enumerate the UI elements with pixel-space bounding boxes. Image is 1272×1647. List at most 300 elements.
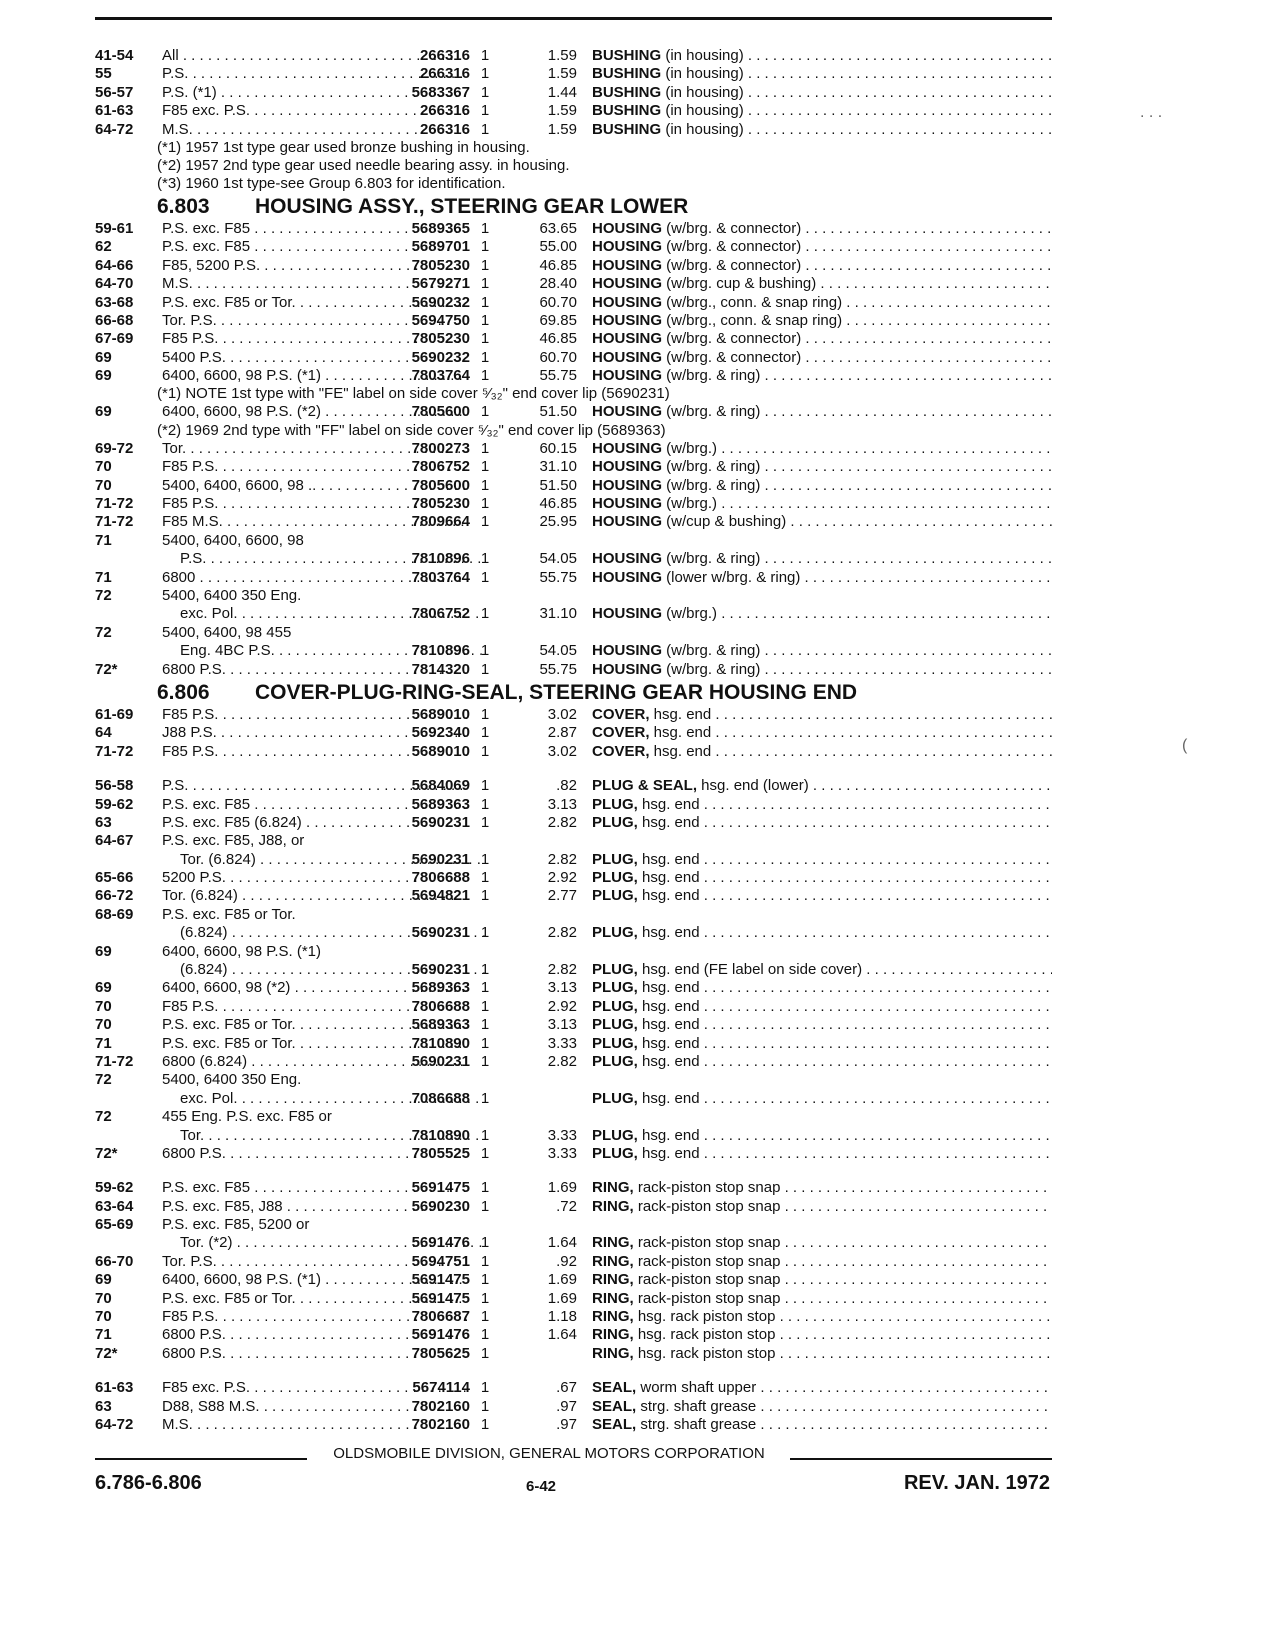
price: 1.59 — [547, 47, 577, 64]
part-number: 7803764 — [411, 367, 470, 385]
item-detail: (w/brg. & ring) — [662, 550, 761, 568]
item-detail: (w/brg. & ring) — [662, 403, 761, 421]
model-year: 59-62 — [95, 795, 134, 813]
group-spacer — [95, 1163, 1052, 1179]
price: 2.82 — [547, 961, 577, 979]
application: P.S. . . . — [162, 65, 467, 83]
application: F85 P.S. . . . — [162, 998, 467, 1016]
application: Tor. . . . — [162, 1127, 485, 1145]
description — [592, 220, 1052, 238]
item-detail: rack-piston stop snap — [633, 1197, 781, 1215]
application: F85 exc. P.S. . . . — [162, 102, 467, 120]
price: 2.82 — [547, 850, 577, 868]
quantity: 1 — [480, 1326, 490, 1344]
footnote: (*1) NOTE 1st type with "FE" label on side cover ⁵⁄₃₂" end cover lip (5690231) — [157, 385, 670, 403]
item-name: HOUSING — [592, 458, 663, 476]
part-number: 5689010 — [411, 742, 470, 760]
description — [592, 121, 1052, 139]
application: P.S. exc. F85 (6.824) . . . — [162, 814, 467, 832]
part-number: 7805230 — [411, 330, 470, 348]
item-name: PLUG, — [592, 1052, 638, 1070]
parts-row — [95, 979, 1052, 997]
part-number: 5690231 — [411, 813, 470, 831]
section-number: 6.803 — [157, 194, 210, 218]
parts-row — [95, 1398, 1052, 1416]
price: 3.13 — [547, 979, 577, 997]
item-detail: (w/brg. & ring) — [662, 660, 761, 678]
item-detail: rack-piston stop snap — [633, 1252, 781, 1270]
price: 2.77 — [547, 887, 577, 905]
parts-row — [95, 238, 1052, 256]
parts-row — [95, 832, 1052, 850]
model-year: 70 — [95, 997, 112, 1015]
application: F85 P.S. . . . — [162, 330, 467, 348]
model-year: 61-69 — [95, 705, 134, 723]
item-name: HOUSING — [592, 660, 663, 678]
footer-page-number: 6-42 — [526, 1478, 557, 1495]
description — [592, 1090, 1052, 1108]
parts-row — [95, 220, 1052, 238]
item-name: HOUSING — [592, 330, 663, 348]
quantity: 1 — [480, 1416, 490, 1433]
description — [592, 1345, 1052, 1363]
item-detail: (w/brg.) — [662, 495, 718, 513]
item-name: COVER, — [592, 742, 650, 760]
parts-row — [95, 1345, 1052, 1363]
application: Tor. P.S. . . . — [162, 1253, 467, 1271]
item-detail: (w/brg.) — [662, 439, 718, 457]
item-name: RING, — [592, 1271, 634, 1289]
part-number: 7800273 — [411, 439, 470, 457]
description — [592, 495, 1052, 513]
item-detail: hsg. end — [649, 705, 712, 723]
description — [592, 1198, 1052, 1216]
price: 1.69 — [547, 1179, 577, 1197]
part-number: 5690231 — [411, 850, 470, 868]
model-year: 64-72 — [95, 120, 134, 138]
quantity: 1 — [480, 1271, 490, 1289]
part-number: 266316 — [419, 102, 470, 120]
item-name: HOUSING — [592, 495, 663, 513]
parts-row — [95, 1234, 1052, 1252]
item-detail: (w/brg. & connector) — [662, 348, 802, 366]
parts-row — [95, 998, 1052, 1016]
quantity: 1 — [480, 65, 490, 83]
application: 5200 P.S. . . . — [162, 869, 467, 887]
item-detail: hsg. end — [637, 997, 700, 1015]
part-number: 5690230 — [411, 1197, 470, 1215]
price: 1.69 — [547, 1289, 577, 1307]
parts-row — [95, 605, 1052, 623]
part-number: 5689365 — [411, 219, 470, 237]
description — [592, 1127, 1052, 1145]
model-year: 72* — [95, 1144, 118, 1162]
price: 55.75 — [539, 660, 577, 678]
item-name: PLUG, — [592, 1126, 638, 1144]
description — [592, 869, 1052, 887]
quantity: 1 — [480, 348, 490, 366]
model-year: 62 — [95, 238, 112, 256]
price: .82 — [556, 777, 577, 795]
quantity: 1 — [480, 1379, 490, 1397]
item-name: HOUSING — [592, 348, 663, 366]
parts-row — [95, 624, 1052, 642]
item-detail: (w/brg. cup & bushing) — [662, 275, 817, 293]
description — [592, 257, 1052, 275]
part-number: 5689363 — [411, 795, 470, 813]
parts-row — [95, 724, 1052, 742]
parts-row — [95, 1108, 1052, 1126]
part-number: 7805600 — [411, 476, 470, 494]
part-number: 5691475 — [411, 1271, 470, 1289]
item-detail: (w/brg. & ring) — [662, 476, 761, 494]
item-name: PLUG, — [592, 887, 638, 905]
quantity: 1 — [480, 724, 490, 742]
parts-row — [95, 1271, 1052, 1289]
application: D88, S88 M.S. . . . — [162, 1398, 467, 1416]
part-number: 7805525 — [411, 1144, 470, 1162]
item-name: COVER, — [592, 724, 650, 742]
quantity: 1 — [480, 238, 490, 256]
item-name: PLUG, — [592, 979, 638, 997]
price: 54.05 — [539, 550, 577, 568]
description — [592, 814, 1052, 832]
model-year: 69 — [95, 1271, 112, 1289]
parts-row — [95, 47, 1052, 65]
application: J88 P.S. . . . — [162, 724, 467, 742]
price: 25.95 — [539, 513, 577, 531]
quantity: 1 — [480, 742, 490, 760]
application: 6800 . . . — [162, 569, 467, 587]
description — [592, 47, 1052, 65]
parts-row — [95, 587, 1052, 605]
part-number: 5690232 — [411, 348, 470, 366]
parts-row — [95, 349, 1052, 367]
quantity: 1 — [480, 476, 490, 494]
item-detail: (w/brg. & connector) — [662, 238, 802, 256]
price: 55.75 — [539, 367, 577, 385]
application: P.S. exc. F85 or Tor. — [162, 905, 296, 923]
footer-division: OLDSMOBILE DIVISION, GENERAL MOTORS CORPORATION — [333, 1445, 765, 1462]
application: Tor. (6.824) . . . — [162, 887, 467, 905]
model-year: 71-72 — [95, 513, 134, 531]
item-detail: rack-piston stop snap — [633, 1179, 781, 1197]
parts-row — [95, 513, 1052, 531]
part-number: 7806688 — [411, 997, 470, 1015]
model-year: 63 — [95, 1397, 112, 1415]
item-name: PLUG, — [592, 813, 638, 831]
item-detail: (w/brg., conn. & snap ring) — [662, 293, 843, 311]
application: P.S. exc. F85 or Tor. . . . — [162, 1035, 467, 1053]
description — [592, 458, 1052, 476]
quantity: 1 — [480, 1144, 490, 1162]
model-year: 64-66 — [95, 256, 134, 274]
item-name: RING, — [592, 1197, 634, 1215]
application: P.S. exc. F85 . . . — [162, 1179, 467, 1197]
description — [592, 796, 1052, 814]
parts-row — [95, 1090, 1052, 1108]
price: 63.65 — [539, 219, 577, 237]
application: F85 P.S. . . . — [162, 1308, 467, 1326]
item-name: RING, — [592, 1308, 634, 1326]
price: 2.82 — [547, 1052, 577, 1070]
group-spacer — [95, 1363, 1052, 1379]
part-number: 7805230 — [411, 495, 470, 513]
quantity: 1 — [480, 605, 490, 623]
description — [592, 569, 1052, 587]
parts-row — [95, 440, 1052, 458]
application: P.S. exc. F85 or Tor. . . . — [162, 1016, 467, 1034]
description — [592, 887, 1052, 905]
application: P.S. (*1) . . . — [162, 84, 467, 102]
model-year: 41-54 — [95, 47, 134, 64]
price: 3.13 — [547, 1016, 577, 1034]
application: Tor. (*2) . . . — [162, 1234, 485, 1252]
item-detail: worm shaft upper — [636, 1379, 757, 1397]
model-year: 71-72 — [95, 742, 134, 760]
model-year: 63 — [95, 813, 112, 831]
item-name: RING, — [592, 1179, 634, 1197]
price: 2.82 — [547, 813, 577, 831]
quantity: 1 — [480, 1308, 490, 1326]
application: P.S. . . . — [162, 550, 485, 568]
description — [592, 1398, 1052, 1416]
model-year: 71 — [95, 1326, 112, 1344]
application: F85 M.S. . . . — [162, 513, 467, 531]
model-year: 59-61 — [95, 219, 134, 237]
price: 3.33 — [547, 1144, 577, 1162]
application: F85 P.S. . . . — [162, 706, 467, 724]
application: P.S. exc. F85 . . . — [162, 796, 467, 814]
description — [592, 1234, 1052, 1252]
item-detail: (in housing) — [661, 102, 744, 120]
price: 3.33 — [547, 1034, 577, 1052]
price: 2.92 — [547, 997, 577, 1015]
price: 3.02 — [547, 742, 577, 760]
model-year: 69 — [95, 348, 112, 366]
item-detail: hsg. rack piston stop — [633, 1344, 776, 1362]
part-number: 5691476 — [411, 1234, 470, 1252]
part-number: 5690231 — [411, 924, 470, 942]
price: 1.69 — [547, 1271, 577, 1289]
parts-row — [95, 569, 1052, 587]
parts-row — [95, 1290, 1052, 1308]
application: (6.824) . . . — [162, 961, 485, 979]
item-name: HOUSING — [592, 642, 663, 660]
quantity: 1 — [480, 642, 490, 660]
parts-row — [95, 330, 1052, 348]
description — [592, 1035, 1052, 1053]
description — [592, 1253, 1052, 1271]
item-detail: (w/brg., conn. & snap ring) — [662, 311, 843, 329]
part-number: 7814320 — [411, 660, 470, 678]
part-number: 7806687 — [411, 1308, 470, 1326]
model-year: 65-69 — [95, 1216, 134, 1234]
part-number: 7810890 — [411, 1126, 470, 1144]
quantity: 1 — [480, 924, 490, 942]
item-name: HOUSING — [592, 568, 663, 586]
quantity: 1 — [480, 311, 490, 329]
price: 31.10 — [539, 458, 577, 476]
description — [592, 403, 1052, 421]
part-number: 266316 — [419, 65, 470, 83]
application: (6.824) . . . — [162, 924, 485, 942]
application: 6400, 6600, 98 P.S. (*1) . . . — [162, 367, 467, 385]
parts-row — [95, 1253, 1052, 1271]
part-number: 266316 — [419, 47, 470, 64]
application: 6400, 6600, 98 P.S. (*1) . . . — [162, 1271, 467, 1289]
application: 6800 P.S. . . . — [162, 1326, 467, 1344]
quantity: 1 — [480, 330, 490, 348]
model-year: 69 — [95, 367, 112, 385]
description — [592, 1179, 1052, 1197]
parts-row — [95, 906, 1052, 924]
application: P.S. exc. F85 . . . — [162, 220, 467, 238]
item-detail: hsg. end — [637, 795, 700, 813]
parts-row — [95, 477, 1052, 495]
model-year: 67-69 — [95, 330, 134, 348]
part-number: 7802160 — [411, 1397, 470, 1415]
model-year: 72 — [95, 1071, 112, 1089]
description — [592, 102, 1052, 120]
description — [592, 330, 1052, 348]
item-name: BUSHING — [592, 120, 662, 138]
quantity: 1 — [480, 83, 490, 101]
model-year: 70 — [95, 458, 112, 476]
description — [592, 477, 1052, 495]
model-year: 59-62 — [95, 1179, 134, 1197]
quantity: 1 — [480, 705, 490, 723]
part-number: 7805625 — [411, 1344, 470, 1362]
part-number: 266316 — [419, 120, 470, 138]
application: 5400, 6400 350 Eng. — [162, 1071, 302, 1089]
footnote: (*2) 1957 2nd type gear used needle bearing assy. in housing. — [157, 156, 570, 174]
part-number: 5694821 — [411, 887, 470, 905]
margin-speck: . . . — [1140, 104, 1163, 121]
part-number: 5690231 — [411, 961, 470, 979]
parts-row — [95, 869, 1052, 887]
quantity: 1 — [480, 1397, 490, 1415]
price: 1.59 — [547, 65, 577, 83]
description — [592, 1053, 1052, 1071]
part-number: 7086688 — [411, 1089, 470, 1107]
parts-row — [95, 1145, 1052, 1163]
quantity: 1 — [480, 1289, 490, 1307]
description — [592, 367, 1052, 385]
item-name: HOUSING — [592, 275, 663, 293]
part-number: 7805230 — [411, 256, 470, 274]
section-title: HOUSING ASSY., STEERING GEAR LOWER — [255, 194, 689, 218]
part-number: 5683367 — [411, 83, 470, 101]
model-year: 69 — [95, 403, 112, 421]
model-year: 63-68 — [95, 293, 134, 311]
price: 54.05 — [539, 642, 577, 660]
item-detail: (w/brg. & connector) — [662, 219, 802, 237]
model-year: 72 — [95, 623, 112, 641]
price: 1.18 — [547, 1308, 577, 1326]
description — [592, 724, 1052, 742]
model-year: 72 — [95, 586, 112, 604]
price: 60.70 — [539, 348, 577, 366]
parts-row — [95, 294, 1052, 312]
application: F85, 5200 P.S. . . . — [162, 257, 467, 275]
description — [592, 294, 1052, 312]
parts-row — [95, 1035, 1052, 1053]
item-name: RING, — [592, 1326, 634, 1344]
part-number: 5690232 — [411, 293, 470, 311]
application: F85 P.S. . . . — [162, 495, 467, 513]
price: 60.70 — [539, 293, 577, 311]
application: P.S. exc. F85 . . . — [162, 238, 467, 256]
application: M.S. . . . — [162, 275, 467, 293]
price: 1.64 — [547, 1234, 577, 1252]
item-name: PLUG, — [592, 850, 638, 868]
item-name: HOUSING — [592, 367, 663, 385]
price: 55.00 — [539, 238, 577, 256]
item-detail: hsg. end (lower) — [697, 777, 809, 795]
price: .97 — [556, 1416, 577, 1433]
model-year: 69 — [95, 979, 112, 997]
parts-row — [95, 102, 1052, 120]
description — [592, 961, 1052, 979]
description — [592, 1145, 1052, 1163]
item-name: SEAL, — [592, 1379, 637, 1397]
footer-rule-left — [95, 1458, 307, 1460]
item-detail: hsg. end (FE label on side cover) — [637, 961, 863, 979]
item-detail: (w/brg. & connector) — [662, 256, 802, 274]
application: P.S. . . . — [162, 777, 467, 795]
item-detail: rack-piston stop snap — [633, 1271, 781, 1289]
price: 55.75 — [539, 568, 577, 586]
model-year: 71 — [95, 568, 112, 586]
quantity: 1 — [480, 403, 490, 421]
price: 69.85 — [539, 311, 577, 329]
model-year: 70 — [95, 1308, 112, 1326]
price: 1.44 — [547, 83, 577, 101]
quantity: 1 — [480, 979, 490, 997]
price: .67 — [556, 1379, 577, 1397]
part-number: 7810896 — [411, 550, 470, 568]
price: 46.85 — [539, 495, 577, 513]
quantity: 1 — [480, 1252, 490, 1270]
description — [592, 312, 1052, 330]
item-detail: hsg. end — [637, 1089, 700, 1107]
parts-row — [95, 1416, 1052, 1434]
model-year: 55 — [95, 65, 112, 83]
item-detail: rack-piston stop snap — [633, 1234, 781, 1252]
quantity: 1 — [480, 997, 490, 1015]
section-title: COVER-PLUG-RING-SEAL, STEERING GEAR HOUSING END — [255, 680, 858, 704]
application: Tor. (6.824) . . . — [162, 851, 485, 869]
description — [592, 706, 1052, 724]
part-number: 5689010 — [411, 705, 470, 723]
part-number: 5684069 — [411, 777, 470, 795]
parts-row — [95, 550, 1052, 568]
quantity: 1 — [480, 1197, 490, 1215]
footnote: (*3) 1960 1st type-see Group 6.803 for identification. — [157, 174, 506, 192]
description — [592, 238, 1052, 256]
item-name: PLUG & SEAL, — [592, 777, 698, 795]
parts-row — [95, 84, 1052, 102]
price: 46.85 — [539, 330, 577, 348]
parts-row — [95, 1127, 1052, 1145]
parts-row — [95, 532, 1052, 550]
item-name: HOUSING — [592, 311, 663, 329]
part-number: 7806752 — [411, 605, 470, 623]
application: P.S. exc. F85, 5200 or — [162, 1216, 310, 1234]
quantity: 1 — [480, 102, 490, 120]
item-detail: strg. shaft grease — [636, 1416, 757, 1433]
